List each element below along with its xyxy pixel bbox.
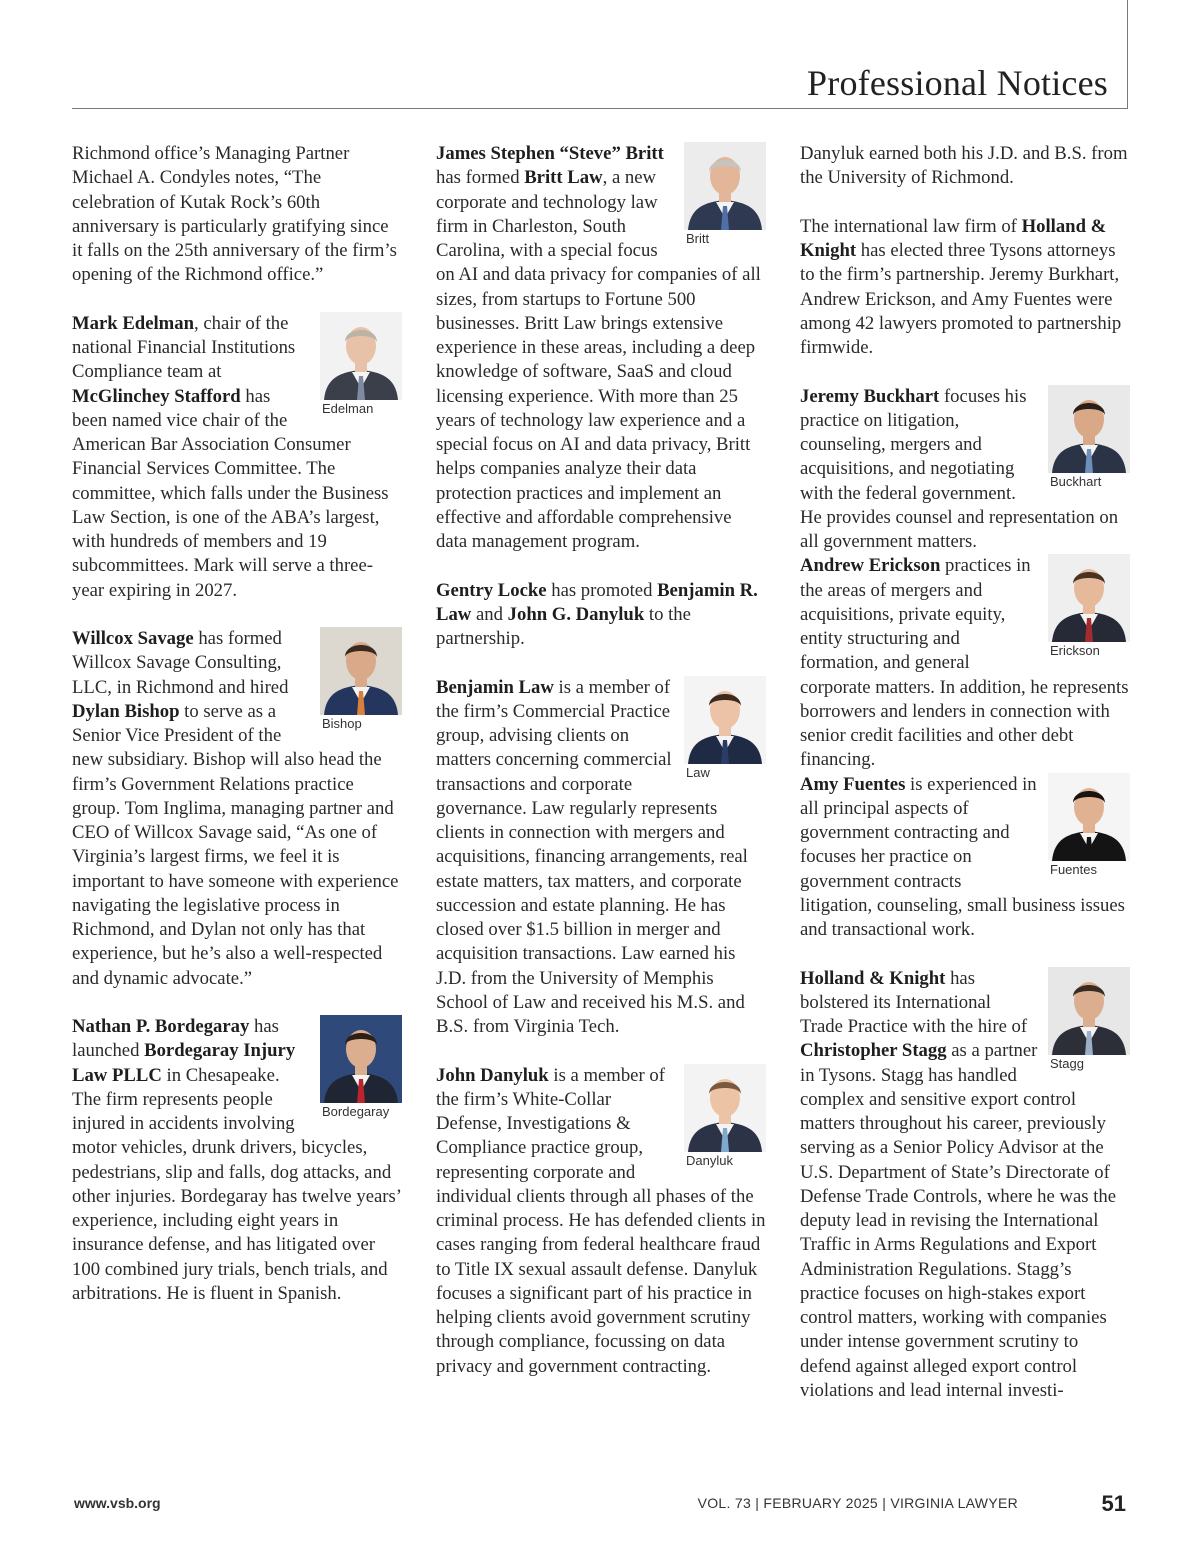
header-vertical-rule (1127, 0, 1128, 109)
portrait-illustration (1048, 967, 1130, 1055)
notice-bishop (72, 627, 402, 991)
notice-body: Mark Edelman, chair of the national Financial Institutions Compliance team at McGlinchey Stafford has been named vice chair of the American Bar Association Consumer Financial Services Committee. The committee, which falls under the Business Law Section, is one of the ABA’s largest, with hundreds of members and 19 subcommittees. Mark will serve a three-year expiring in 2027. (72, 312, 389, 601)
notice-body: Nathan P. Bordegaray has launched Bordegaray Injury Law PLLC in Chesapeake. The firm represents people injured in accidents involving motor vehicles, drunk drivers, bicycles, pedestrians, slip and falls, dog attacks, and other injuries. Bordegaray has twelve years’ experience, including eight years in insurance defense, and has litigated over 100 combined jury trials, bench trials, and arbitrations. He is fluent in Spanish. (72, 1016, 401, 1304)
column-2 (436, 142, 766, 1403)
photo-caption: Buckhart (1050, 473, 1102, 489)
headshot-photo (320, 1015, 402, 1103)
notice-body: Willcox Savage has formed Willcox Savage Consulting, LLC, in Richmond and hired Dylan Bishop to serve as a Senior Vice President of the new subsidiary. Bishop will also head the firm’s Government Relations practice group. Tom Inglima, managing partner and CEO of Willcox Savage said, “As one of Virginia’s largest firms, we feel it is important to have someone with experience navigating the legislative process in Richmond, and Dylan not only has that experience, but he’s also a well-respected and dynamic advocate.” (72, 628, 399, 989)
portrait-illustration (320, 1015, 402, 1103)
photo-caption: Fuentes (1050, 861, 1097, 877)
headshot-edelman (320, 312, 404, 426)
headshot-danyluk (684, 1064, 768, 1178)
headshot-photo (684, 1064, 766, 1152)
column-3 (800, 142, 1130, 1427)
section-title: Professional Notices (807, 63, 1108, 103)
headshot-photo (684, 676, 766, 764)
photo-caption: Bishop (322, 716, 362, 731)
photo-caption: Edelman (322, 400, 374, 416)
portrait-illustration (1048, 554, 1130, 642)
portrait-illustration (1048, 385, 1130, 473)
notice-erickson (800, 554, 1130, 772)
photo-caption: Danyluk (686, 1152, 733, 1168)
notice-stagg (800, 967, 1130, 1404)
portrait-illustration (684, 142, 766, 230)
notice-condyles (72, 142, 402, 288)
page-footer (0, 1493, 1200, 1517)
headshot-bishop (320, 627, 404, 741)
portrait-illustration (1048, 773, 1130, 861)
headshot-photo (320, 627, 402, 715)
notice-body: Benjamin Law is a member of the firm’s Commercial Practice group, advising clients on matters concerning commercial transactions and corporate governance. Law regularly represents clients in connection with mergers and acquisitions, financing arrangements, real estate matters, tax matters, and corporate succession and estate planning. He has closed over $1.5 billion in merger and acquisition transactions. Law earned his J.D. from the University of Memphis School of Law and received his M.S. and B.S. from Virginia Tech. (436, 676, 748, 1037)
footer-website[interactable]: www.vsb.org (74, 1495, 161, 1511)
notice-law (436, 676, 766, 1040)
notice-danyluk-ed (800, 142, 1130, 191)
notice-body: Richmond office’s Managing Partner Michael A. Condyles notes, “The celebration of Kutak Rock’s 60th anniversary is particularly gratifying since it falls on the 25th anniversary of the firm’s opening of the Richmond office.” (72, 143, 397, 286)
notice-body: Jeremy Buckhart focuses his practice on litigation, counseling, mergers and acquisitions, and negotiating with the federal government. He provides counsel and representation on all government matters. (800, 385, 1119, 552)
notice-fuentes (800, 773, 1130, 943)
notice-bordegaray (72, 1015, 402, 1306)
notice-body: Gentry Locke has promoted Benjamin R. Law and John G. Danyluk to the partnership. (436, 579, 758, 649)
headshot-photo (684, 142, 766, 230)
portrait-illustration (320, 312, 402, 400)
notice-body: Holland & Knight has bolstered its International Trade Practice with the hire of Christopher Stagg as a partner in Tysons. Stagg has handled complex and sensitive export control matters throughout his career, previously serving as a Senior Policy Advisor at the U.S. Department of State’s Directorate of Defense Trade Controls, where he was the deputy lead in revising the International Traffic in Arms Regulations and Export Administration Regulations. Stagg’s practice focuses on high-stakes export control matters, working with companies under intense government scrutiny to defend against alleged export control violations and lead internal investi- (800, 967, 1117, 1401)
notice-buckhart (800, 385, 1130, 555)
portrait-illustration (684, 676, 766, 764)
headshot-photo (1048, 967, 1130, 1055)
notice-body: Andrew Erickson practices in the areas of mergers and acquisitions, private equity, entity structuring and formation, and general corporate matters. In addition, he represents borrowers and lenders in connection with senior credit facilities and other debt financing. (800, 555, 1129, 771)
header-rule (72, 108, 1128, 109)
photo-caption: Britt (686, 231, 710, 246)
notice-britt (436, 142, 766, 554)
notice-body: Amy Fuentes is experienced in all principal aspects of government contracting and focuses her practice on government contracts litigation, counseling, small business issues and transactional work. (800, 773, 1125, 940)
photo-caption: Bordegaray (322, 1104, 390, 1119)
notice-body: James Stephen “Steve” Britt has formed Britt Law, a new corporate and technology law firm in Charleston, South Carolina, with a special focus on AI and data privacy for companies of all sizes, from startups to Fortune 500 businesses. Britt Law brings extensive experience in these areas, including a deep knowledge of software, SaaS and cloud licensing experience. With more than 25 years of technology law experience and a special focus on AI and data privacy, Britt helps companies analyze their data protection practices and implement an effective and affordable comprehensive data management program. (436, 143, 761, 552)
notice-hk (800, 215, 1130, 361)
headshot-law (684, 676, 768, 790)
page-number: 51 (1101, 1491, 1126, 1516)
headshot-photo (1048, 554, 1130, 642)
notice-body: John Danyluk is a member of the firm’s White-Collar Defense, Investigations & Compliance practice group, representing corporate and individual clients through all phases of the criminal process. He has defended clients in cases ranging from federal healthcare fraud to Title IX sexual assault defense. Danyluk focuses a significant part of his practice in helping clients avoid government scrutiny through compliance, focussing on data privacy and government contracting. (436, 1064, 766, 1377)
headshot-stagg (1048, 967, 1132, 1081)
photo-caption: Law (686, 764, 710, 780)
column-1 (72, 142, 402, 1330)
notice-edelman (72, 312, 402, 603)
notice-body: Danyluk earned both his J.D. and B.S. from the University of Richmond. (800, 143, 1128, 189)
footer-issue-info: VOL. 73 | FEBRUARY 2025 | VIRGINIA LAWYER (697, 1495, 1018, 1511)
photo-caption: Stagg (1050, 1055, 1084, 1071)
photo-caption: Erickson (1050, 643, 1100, 659)
headshot-erickson (1048, 554, 1132, 668)
headshot-buckhart (1048, 385, 1132, 499)
headshot-britt (684, 142, 768, 256)
headshot-fuentes (1048, 773, 1132, 887)
headshot-photo (1048, 385, 1130, 473)
headshot-photo (320, 312, 402, 400)
portrait-illustration (320, 627, 402, 715)
notice-danyluk (436, 1064, 766, 1379)
headshot-photo (1048, 773, 1130, 861)
headshot-bordegaray (320, 1015, 404, 1129)
notice-gentry (436, 579, 766, 652)
notice-body: The international law firm of Holland & Knight has elected three Tysons attorneys to the firm’s partnership. Jeremy Burkhart, Andrew Erickson, and Amy Fuentes were among 42 lawyers promoted to partnership firmwide. (800, 215, 1122, 358)
portrait-illustration (684, 1064, 766, 1152)
